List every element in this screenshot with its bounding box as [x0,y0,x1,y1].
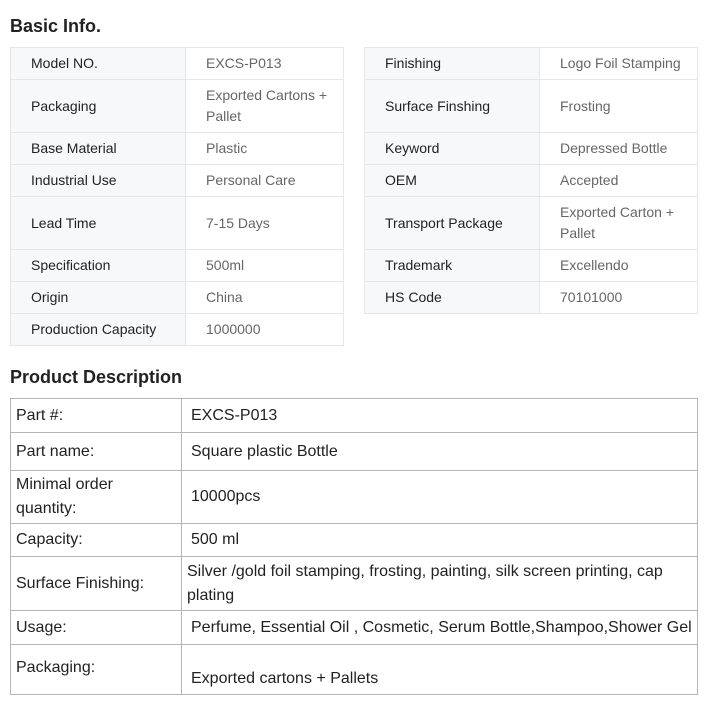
description-value: Perfume, Essential Oil , Cosmetic, Serum Bottle,Shampoo,Shower Gel [182,611,698,645]
description-value: Exported cartons + Pallets [182,645,698,695]
info-row [11,80,344,133]
info-value: Accepted [540,165,698,197]
info-row [365,48,698,80]
info-row [365,165,698,197]
info-label: Finishing [365,48,540,80]
info-value: Depressed Bottle [540,133,698,165]
table-row [11,645,698,695]
info-value: 70101000 [540,282,698,314]
info-label: Surface Finshing [365,80,540,133]
info-label: OEM [365,165,540,197]
info-row [11,165,344,197]
info-value: 7-15 Days [186,197,344,250]
product-description-table [10,398,698,695]
info-label: Production Capacity [11,314,186,346]
info-row [365,133,698,165]
table-row [11,399,698,433]
description-label: Packaging: [11,645,182,695]
info-row [11,48,344,80]
description-value: Square plastic Bottle [182,433,698,471]
table-row [11,471,698,524]
product-description-title: Product Description [10,367,183,387]
description-value: Silver /gold foil stamping, frosting, painting, silk screen printing, cap plating [182,557,698,611]
info-label: Keyword [365,133,540,165]
info-row [365,197,698,250]
info-label: Lead Time [11,197,186,250]
description-label: Minimal order quantity: [11,471,182,524]
info-label: HS Code [365,282,540,314]
info-value: Exported Cartons + Pallet [186,80,344,133]
info-value: Excellendo [540,250,698,282]
table-row [11,557,698,611]
info-label: Origin [11,282,186,314]
basic-info-table-left [10,47,344,346]
info-row [11,250,344,282]
description-label: Part #: [11,399,182,433]
info-value: Personal Care [186,165,344,197]
description-label: Usage: [11,611,182,645]
description-value: 10000pcs [182,471,698,524]
table-row [11,611,698,645]
basic-info-title: Basic Info. [10,16,102,36]
info-value: 1000000 [186,314,344,346]
table-row [11,524,698,557]
info-row [11,314,344,346]
info-label: Packaging [11,80,186,133]
info-row [365,282,698,314]
info-row [11,282,344,314]
info-label: Base Material [11,133,186,165]
info-row [365,250,698,282]
info-value: China [186,282,344,314]
info-value: EXCS-P013 [186,48,344,80]
basic-info-table-right [364,47,698,314]
info-label: Model NO. [11,48,186,80]
info-value: Plastic [186,133,344,165]
info-row [365,80,698,133]
description-label: Surface Finishing: [11,557,182,611]
info-row [11,133,344,165]
description-value: 500 ml [182,524,698,557]
info-value: Exported Carton + Pallet [540,197,698,250]
info-value: Logo Foil Stamping [540,48,698,80]
info-row [11,197,344,250]
info-value: Frosting [540,80,698,133]
description-label: Part name: [11,433,182,471]
info-label: Transport Package [365,197,540,250]
info-label: Trademark [365,250,540,282]
description-value: EXCS-P013 [182,399,698,433]
description-label: Capacity: [11,524,182,557]
info-label: Specification [11,250,186,282]
info-value: 500ml [186,250,344,282]
table-row [11,433,698,471]
info-label: Industrial Use [11,165,186,197]
